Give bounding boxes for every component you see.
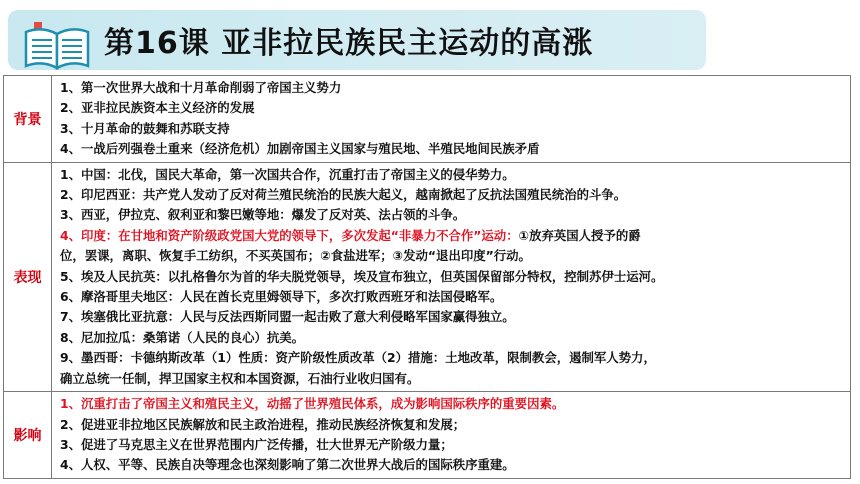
list-item: 9、墨西哥：卡德纳斯改革（1）性质：资产阶级性质改革（2）措施：土地改革，限制教会，遏制军人势力，	[60, 350, 656, 366]
list-item: 1、中国：北伐，国民大革命，第一次国共合作，沉重打击了帝国主义的侵华势力。	[60, 166, 515, 182]
section-content-background	[52, 76, 851, 163]
list-item-continuation: ①放弃英国人授予的爵	[518, 227, 641, 243]
list-item: 2、印尼西亚：共产党人发动了反对荷兰殖民统治的民族大起义，越南掀起了反抗法国殖民统治的斗争。	[60, 187, 627, 203]
list-item: 2、促进亚非拉地区民族解放和民主政治进程，推动民族经济恢复和发展；	[60, 416, 466, 432]
section-row-background	[4, 76, 851, 163]
list-item: 位，罢课，离职、恢复手工纺织，不买英国布；②食盐进军；③发动“退出印度”行动。	[60, 248, 531, 264]
list-item: 4、人权、平等、民族自决等理念也深刻影响了第二次世界大战后的国际秩序重建。	[60, 457, 515, 473]
section-label-background: 背景	[4, 76, 52, 163]
list-item: 2、亚非拉民族资本主义经济的发展	[60, 100, 255, 116]
highlight-text: 4、印度：在甘地和资产阶级政党国大党的领导下，多次发起“非暴力不合作”运动：	[60, 227, 519, 243]
list-item: 8、尼加拉瓜：桑第诺（人民的良心）抗美。	[60, 329, 305, 345]
section-label-manifestation: 表现	[4, 162, 52, 391]
section-content-manifestation	[52, 162, 851, 391]
section-row-manifestation	[4, 162, 851, 391]
section-content-impact	[52, 392, 851, 479]
list-item: 3、西亚，伊拉克、叙利亚和黎巴嫩等地：爆发了反对英、法占领的斗争。	[60, 207, 466, 223]
page-title: 第16课 亚非拉民族民主运动的高涨	[104, 26, 594, 61]
list-item: 3、十月革命的鼓舞和苏联支持	[60, 120, 230, 136]
list-item: 1、沉重打击了帝国主义和殖民主义，动摇了世界殖民体系，成为影响国际秩序的重要因素。	[60, 396, 565, 412]
title-bar	[8, 10, 706, 70]
section-row-impact	[4, 392, 851, 479]
section-label-impact: 影响	[4, 392, 52, 479]
list-item: 5、埃及人民抗英：以扎格鲁尔为首的华夫脱党领导，埃及宣布独立，但英国保留部分特权，控制苏伊士运河。	[60, 268, 664, 284]
list-item: 确立总统一任制，捍卫国家主权和本国资源，石油行业收归国有。	[60, 370, 420, 386]
summary-table	[3, 75, 851, 479]
list-item: 6、摩洛哥里夫地区：人民在酋长克里姆领导下，多次打败西班牙和法国侵略军。	[60, 289, 503, 305]
list-item	[60, 226, 850, 246]
list-item: 7、埃塞俄比亚抗意：人民与反法西斯同盟一起击败了意大利侵略军国家赢得独立。	[60, 309, 515, 325]
list-item: 3、促进了马克思主义在世界范围内广泛传播，壮大世界无产阶级力量；	[60, 436, 453, 452]
list-item: 1、第一次世界大战和十月革命削弱了帝国主义势力	[60, 80, 342, 95]
list-item: 4、一战后列强卷土重来（经济危机）加剧帝国主义国家与殖民地、半殖民地间民族矛盾	[60, 141, 540, 157]
open-book-icon	[20, 20, 94, 74]
